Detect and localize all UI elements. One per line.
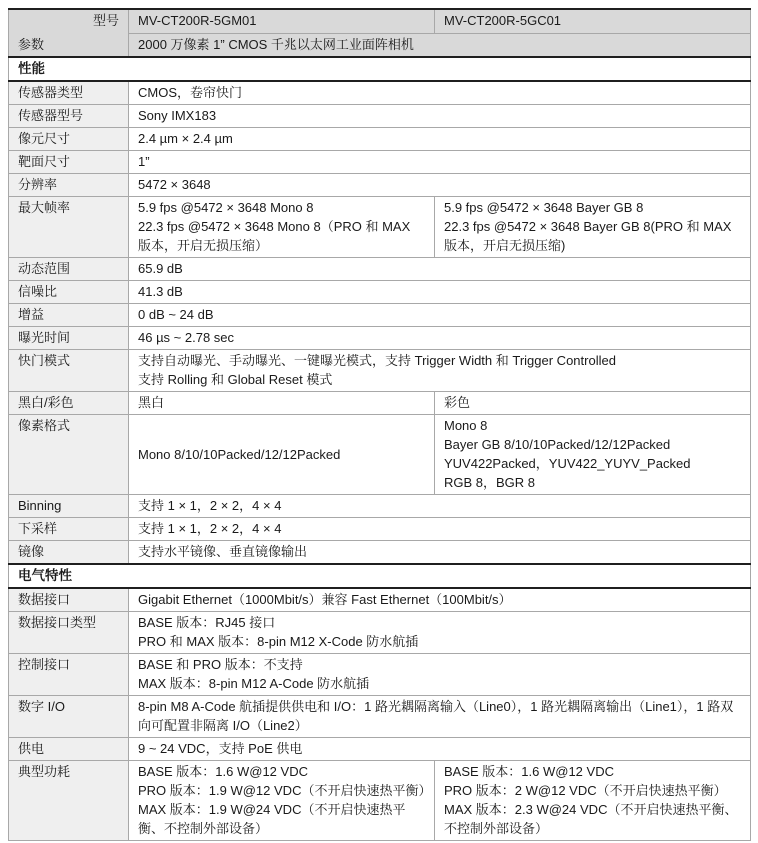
row-label: 曝光时间	[9, 327, 129, 350]
row-label: 控制接口	[9, 654, 129, 696]
row-value-color: Mono 8 Bayer GB 8/10/10Packed/12/12Packed YUV422Packed，YUV422_YUYV_Packed RGB 8，BGR 8	[435, 415, 751, 495]
row-pixel-format	[9, 415, 751, 495]
row-gain	[9, 304, 751, 327]
section-electrical	[9, 564, 751, 588]
row-control-interface	[9, 654, 751, 696]
corner-label-param: 参数	[18, 37, 45, 52]
model-name-color: MV-CT200R-5GC01	[435, 9, 751, 33]
row-value-mono: Mono 8/10/10Packed/12/12Packed	[129, 415, 435, 495]
row-label: 数据接口	[9, 588, 129, 612]
row-digital-io	[9, 696, 751, 738]
camera-spec-table	[8, 8, 751, 841]
row-value-color: 5.9 fps @5472 × 3648 Bayer GB 8 22.3 fps @5472 × 3648 Bayer GB 8(PRO 和 MAX 版本，开启无损压缩)	[435, 197, 751, 258]
row-label: 数字 I/O	[9, 696, 129, 738]
row-value: 65.9 dB	[129, 258, 751, 281]
row-label: 数据接口类型	[9, 612, 129, 654]
row-value: 46 µs ~ 2.78 sec	[129, 327, 751, 350]
row-value: 2.4 µm × 2.4 µm	[129, 128, 751, 151]
row-sensor-model	[9, 105, 751, 128]
row-value: 0 dB ~ 24 dB	[129, 304, 751, 327]
row-label: Binning	[9, 495, 129, 518]
row-value-mono: BASE 版本：1.6 W@12 VDC PRO 版本：1.9 W@12 VDC（不开启快速热平衡） MAX 版本：1.9 W@24 VDC（不开启快速热平衡、不控制外部设备）	[129, 761, 435, 841]
row-label: 典型功耗	[9, 761, 129, 841]
row-decimation	[9, 518, 751, 541]
row-label: 镜像	[9, 541, 129, 565]
section-title: 性能	[9, 57, 751, 81]
model-name-mono: MV-CT200R-5GM01	[129, 9, 435, 33]
row-value: 8-pin M8 A-Code 航插提供供电和 I/O：1 路光耦隔离输入（Line0），1 路光耦隔离输出（Line1），1 路双向可配置非隔离 I/O（Line2）	[129, 696, 751, 738]
row-label: 像元尺寸	[9, 128, 129, 151]
row-label: 供电	[9, 738, 129, 761]
row-label: 下采样	[9, 518, 129, 541]
row-snr	[9, 281, 751, 304]
row-value: 支持自动曝光、手动曝光、一键曝光模式，支持 Trigger Width 和 Trigger Controlled 支持 Rolling 和 Global Reset 模式	[129, 350, 751, 392]
row-value: 1”	[129, 151, 751, 174]
row-label: 像素格式	[9, 415, 129, 495]
row-label: 快门模式	[9, 350, 129, 392]
row-exposure-time	[9, 327, 751, 350]
row-shutter-mode	[9, 350, 751, 392]
corner-label-model: 型号	[92, 13, 119, 28]
row-label: 传感器型号	[9, 105, 129, 128]
row-label: 分辨率	[9, 174, 129, 197]
row-power-consumption	[9, 761, 751, 841]
section-title: 电气特性	[9, 564, 751, 588]
row-label: 信噪比	[9, 281, 129, 304]
row-value: Sony IMX183	[129, 105, 751, 128]
row-binning	[9, 495, 751, 518]
camera-description: 2000 万像素 1” CMOS 千兆以太网工业面阵相机	[129, 33, 751, 57]
row-value: BASE 和 PRO 版本：不支持 MAX 版本：8-pin M12 A-Code 防水航插	[129, 654, 751, 696]
row-label: 增益	[9, 304, 129, 327]
row-value: 41.3 dB	[129, 281, 751, 304]
row-label: 动态范围	[9, 258, 129, 281]
row-data-interface	[9, 588, 751, 612]
row-value-color: BASE 版本：1.6 W@12 VDC PRO 版本：2 W@12 VDC（不开启快速热平衡） MAX 版本：2.3 W@24 VDC（不开启快速热平衡、不控制外部设备）	[435, 761, 751, 841]
row-resolution	[9, 174, 751, 197]
row-value: CMOS，卷帘快门	[129, 81, 751, 105]
row-max-frame-rate	[9, 197, 751, 258]
row-value: 9 ~ 24 VDC，支持 PoE 供电	[129, 738, 751, 761]
row-value: 5472 × 3648	[129, 174, 751, 197]
row-value: BASE 版本：RJ45 接口 PRO 和 MAX 版本：8-pin M12 X-Code 防水航插	[129, 612, 751, 654]
header-model-row	[9, 9, 751, 33]
section-performance	[9, 57, 751, 81]
row-mirror	[9, 541, 751, 565]
row-value: 支持水平镜像、垂直镜像输出	[129, 541, 751, 565]
corner-cell	[9, 9, 129, 57]
row-power-supply	[9, 738, 751, 761]
row-data-interface-type	[9, 612, 751, 654]
row-pixel-size	[9, 128, 751, 151]
row-mono-color	[9, 392, 751, 415]
row-dynamic-range	[9, 258, 751, 281]
row-sensor-format	[9, 151, 751, 174]
row-label: 传感器类型	[9, 81, 129, 105]
row-label: 黑白/彩色	[9, 392, 129, 415]
row-value-color: 彩色	[435, 392, 751, 415]
row-sensor-type	[9, 81, 751, 105]
row-label: 靶面尺寸	[9, 151, 129, 174]
row-value: 支持 1 × 1，2 × 2，4 × 4	[129, 495, 751, 518]
row-label: 最大帧率	[9, 197, 129, 258]
row-value-mono: 黑白	[129, 392, 435, 415]
row-value: 支持 1 × 1，2 × 2，4 × 4	[129, 518, 751, 541]
row-value-mono: 5.9 fps @5472 × 3648 Mono 8 22.3 fps @5472 × 3648 Mono 8（PRO 和 MAX 版本，开启无损压缩）	[129, 197, 435, 258]
row-value: Gigabit Ethernet（1000Mbit/s）兼容 Fast Ethernet（100Mbit/s）	[129, 588, 751, 612]
